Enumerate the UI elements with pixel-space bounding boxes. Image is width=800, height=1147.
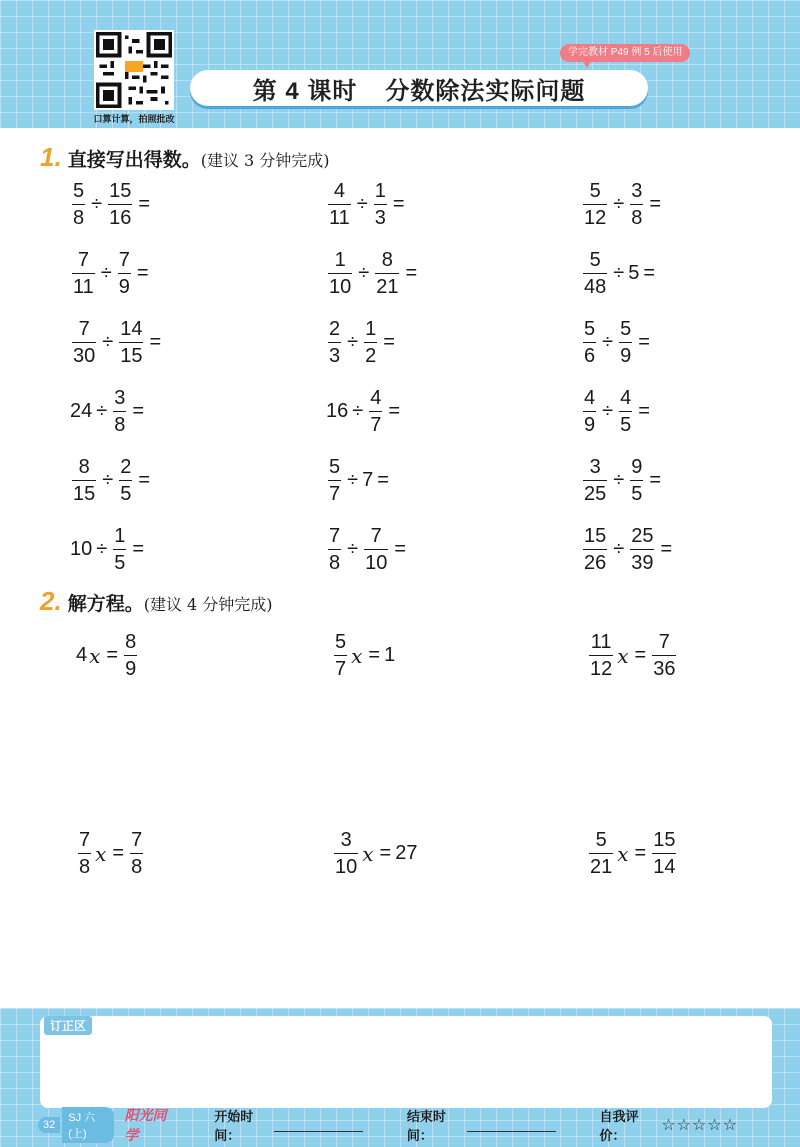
numerator: 4 bbox=[370, 387, 382, 409]
fraction bbox=[72, 457, 96, 504]
fraction bbox=[583, 181, 607, 228]
equals-sign: = bbox=[660, 538, 673, 560]
section-number: 1. bbox=[40, 142, 62, 172]
lesson-number: 第 4 课时 bbox=[252, 77, 358, 105]
denominator: 6 bbox=[583, 342, 596, 366]
fraction bbox=[630, 457, 643, 504]
divide-sign: ÷ bbox=[613, 469, 625, 491]
denominator: 9 bbox=[124, 655, 137, 679]
denominator: 7 bbox=[328, 480, 341, 504]
equals-sign: = bbox=[392, 193, 405, 215]
division-problem bbox=[326, 250, 421, 297]
rating-stars[interactable]: ☆☆☆☆☆ bbox=[661, 1117, 739, 1134]
denominator: 8 bbox=[630, 204, 643, 228]
whole-number: 10 bbox=[70, 538, 93, 560]
fraction bbox=[652, 830, 676, 877]
end-time-field[interactable] bbox=[467, 1118, 556, 1132]
divide-sign: ÷ bbox=[102, 331, 114, 353]
denominator: 9 bbox=[583, 411, 596, 435]
section-1-heading bbox=[40, 142, 330, 173]
qr-code[interactable] bbox=[94, 30, 174, 110]
divide-sign: ÷ bbox=[100, 262, 112, 284]
whole-number: 7 bbox=[362, 469, 374, 491]
equation-problem bbox=[76, 632, 139, 679]
section-hint: (建议 4 分钟完成) bbox=[143, 595, 273, 614]
denominator: 5 bbox=[619, 411, 632, 435]
divide-sign: ÷ bbox=[613, 538, 625, 560]
fraction bbox=[108, 181, 132, 228]
equals-sign: = bbox=[377, 469, 389, 491]
equals-sign: = bbox=[649, 469, 662, 491]
equals-sign: = bbox=[638, 400, 650, 422]
denominator: 5 bbox=[113, 549, 126, 573]
variable-x: x bbox=[95, 841, 107, 866]
divide-sign: ÷ bbox=[347, 538, 359, 560]
equals-sign: = bbox=[138, 469, 151, 491]
denominator: 9 bbox=[118, 273, 131, 297]
fraction bbox=[369, 388, 382, 435]
division-problem bbox=[70, 457, 154, 504]
equals-sign: = bbox=[149, 331, 162, 353]
denominator: 7 bbox=[369, 411, 382, 435]
equation-problem bbox=[332, 632, 395, 679]
denominator: 26 bbox=[583, 549, 607, 573]
division-problem bbox=[70, 181, 154, 228]
fraction bbox=[119, 457, 132, 504]
division-problem bbox=[581, 250, 659, 297]
numerator: 1 bbox=[374, 180, 386, 202]
equals-sign: = bbox=[368, 644, 381, 666]
correction-label: 订正区 bbox=[44, 1016, 92, 1035]
division-problem bbox=[70, 250, 153, 297]
numerator: 4 bbox=[584, 387, 596, 409]
start-time-field[interactable] bbox=[274, 1118, 363, 1132]
division-problem bbox=[70, 526, 148, 573]
fraction bbox=[119, 319, 143, 366]
division-problem bbox=[581, 526, 676, 573]
division-problem bbox=[70, 319, 165, 366]
numerator: 15 bbox=[109, 180, 132, 202]
divide-sign: ÷ bbox=[347, 469, 359, 491]
fraction bbox=[328, 457, 341, 504]
lesson-title-bar bbox=[190, 70, 648, 106]
numerator: 5 bbox=[73, 180, 85, 202]
fraction bbox=[619, 319, 632, 366]
divide-sign: ÷ bbox=[102, 469, 114, 491]
fraction bbox=[72, 319, 96, 366]
divide-sign: ÷ bbox=[347, 331, 359, 353]
division-problem bbox=[326, 388, 404, 435]
denominator: 36 bbox=[652, 655, 676, 679]
denominator: 39 bbox=[630, 549, 654, 573]
fraction bbox=[72, 250, 95, 297]
division-problem bbox=[326, 457, 393, 504]
fraction bbox=[583, 457, 607, 504]
divide-sign: ÷ bbox=[602, 331, 614, 353]
divide-sign: ÷ bbox=[602, 400, 614, 422]
brand-logo: 阳光同学 bbox=[124, 1107, 167, 1143]
fraction bbox=[328, 526, 341, 573]
fraction bbox=[130, 830, 143, 877]
fraction bbox=[113, 526, 126, 573]
equation-problem bbox=[76, 830, 145, 877]
equals-sign: = bbox=[136, 262, 149, 284]
fraction bbox=[118, 250, 131, 297]
fraction bbox=[652, 632, 676, 679]
variable-x: x bbox=[362, 841, 374, 866]
fraction bbox=[583, 250, 607, 297]
numerator: 1 bbox=[114, 525, 126, 547]
denominator: 2 bbox=[364, 342, 377, 366]
numerator: 3 bbox=[631, 180, 643, 202]
denominator: 3 bbox=[328, 342, 341, 366]
variable-x: x bbox=[89, 643, 101, 668]
numerator: 4 bbox=[333, 180, 345, 202]
grade-badge: SJ 六(上) bbox=[62, 1107, 114, 1143]
denominator: 30 bbox=[72, 342, 96, 366]
end-time-label: 结束时间： bbox=[406, 1109, 446, 1143]
equals-sign: = bbox=[649, 193, 662, 215]
fraction bbox=[583, 319, 596, 366]
division-problem bbox=[581, 388, 654, 435]
denominator: 15 bbox=[119, 342, 143, 366]
denominator: 11 bbox=[328, 204, 351, 228]
equals-sign: = bbox=[383, 331, 395, 353]
rating-label: 自我评价： bbox=[599, 1109, 639, 1143]
whole-number: 27 bbox=[395, 842, 418, 864]
numerator: 3 bbox=[114, 387, 126, 409]
page-number: 32 bbox=[38, 1117, 60, 1133]
numerator: 5 bbox=[584, 318, 596, 340]
footer-info bbox=[38, 1107, 739, 1143]
denominator: 9 bbox=[619, 342, 632, 366]
divide-sign: ÷ bbox=[96, 538, 108, 560]
numerator: 7 bbox=[329, 525, 341, 547]
division-problem bbox=[581, 181, 665, 228]
denominator: 10 bbox=[334, 853, 358, 877]
numerator: 7 bbox=[79, 829, 91, 851]
fraction bbox=[374, 181, 387, 228]
variable-x: x bbox=[617, 643, 629, 668]
fraction bbox=[72, 181, 85, 228]
fraction bbox=[375, 250, 399, 297]
denominator: 11 bbox=[72, 273, 95, 297]
denominator: 8 bbox=[130, 853, 143, 877]
numerator: 15 bbox=[584, 525, 607, 547]
numerator: 5 bbox=[335, 631, 347, 653]
numerator: 2 bbox=[329, 318, 341, 340]
page-title: 分数除法实际问题 bbox=[385, 77, 586, 105]
denominator: 12 bbox=[583, 204, 607, 228]
equals-sign: = bbox=[634, 842, 647, 864]
numerator: 25 bbox=[631, 525, 654, 547]
numerator: 5 bbox=[589, 249, 601, 271]
denominator: 15 bbox=[72, 480, 96, 504]
numerator: 8 bbox=[381, 249, 393, 271]
numerator: 2 bbox=[120, 456, 132, 478]
section-title: 直接写出得数。 bbox=[67, 150, 201, 171]
denominator: 16 bbox=[108, 204, 132, 228]
fraction bbox=[124, 632, 137, 679]
denominator: 21 bbox=[589, 853, 613, 877]
division-problem bbox=[581, 457, 665, 504]
fraction bbox=[619, 388, 632, 435]
division-problem bbox=[326, 319, 399, 366]
fraction bbox=[630, 181, 643, 228]
denominator: 12 bbox=[589, 655, 613, 679]
divide-sign: ÷ bbox=[358, 262, 370, 284]
numerator: 7 bbox=[118, 249, 130, 271]
denominator: 8 bbox=[328, 549, 341, 573]
fraction bbox=[589, 632, 613, 679]
numerator: 7 bbox=[78, 318, 90, 340]
correction-area[interactable] bbox=[40, 1016, 772, 1108]
equals-sign: = bbox=[405, 262, 418, 284]
equation-problem bbox=[587, 632, 678, 679]
divide-sign: ÷ bbox=[96, 400, 108, 422]
denominator: 5 bbox=[119, 480, 132, 504]
variable-x: x bbox=[617, 841, 629, 866]
whole-number: 24 bbox=[70, 400, 93, 422]
division-problem bbox=[70, 388, 148, 435]
whole-number: 16 bbox=[326, 400, 349, 422]
equals-sign: = bbox=[106, 644, 119, 666]
divide-sign: ÷ bbox=[352, 400, 364, 422]
section-hint: (建议 3 分钟完成) bbox=[200, 151, 330, 170]
fraction bbox=[589, 830, 613, 877]
numerator: 15 bbox=[653, 829, 676, 851]
equals-sign: = bbox=[112, 842, 125, 864]
denominator: 48 bbox=[583, 273, 607, 297]
numerator: 5 bbox=[589, 180, 601, 202]
qr-code-icon bbox=[96, 32, 172, 108]
numerator: 7 bbox=[77, 249, 89, 271]
equals-sign: = bbox=[634, 644, 647, 666]
numerator: 3 bbox=[589, 456, 601, 478]
numerator: 3 bbox=[340, 829, 352, 851]
fraction bbox=[334, 830, 358, 877]
numerator: 9 bbox=[631, 456, 643, 478]
start-time-label: 开始时间： bbox=[214, 1109, 254, 1143]
denominator: 8 bbox=[72, 204, 85, 228]
denominator: 3 bbox=[374, 204, 387, 228]
denominator: 10 bbox=[364, 549, 388, 573]
denominator: 7 bbox=[334, 655, 347, 679]
divide-sign: ÷ bbox=[91, 193, 103, 215]
denominator: 14 bbox=[652, 853, 676, 877]
fraction bbox=[328, 181, 351, 228]
whole-number: 4 bbox=[76, 644, 88, 666]
division-problem bbox=[581, 319, 654, 366]
numerator: 14 bbox=[120, 318, 143, 340]
denominator: 8 bbox=[78, 853, 91, 877]
numerator: 11 bbox=[590, 631, 612, 653]
denominator: 21 bbox=[375, 273, 399, 297]
equals-sign: = bbox=[643, 262, 656, 284]
fraction bbox=[78, 830, 91, 877]
numerator: 5 bbox=[595, 829, 607, 851]
fraction bbox=[583, 526, 607, 573]
equals-sign: = bbox=[394, 538, 407, 560]
numerator: 7 bbox=[658, 631, 670, 653]
fraction bbox=[328, 250, 352, 297]
numerator: 1 bbox=[365, 318, 377, 340]
equation-problem bbox=[587, 830, 678, 877]
fraction bbox=[328, 319, 341, 366]
numerator: 4 bbox=[620, 387, 632, 409]
numerator: 5 bbox=[329, 456, 341, 478]
fraction bbox=[364, 319, 377, 366]
division-problem bbox=[326, 526, 410, 573]
section-title: 解方程。 bbox=[67, 594, 144, 615]
denominator: 10 bbox=[328, 273, 352, 297]
equals-sign: = bbox=[379, 842, 392, 864]
numerator: 7 bbox=[131, 829, 143, 851]
usage-tag-pointer bbox=[582, 60, 592, 68]
usage-tag: 学完教材 P49 例 5 后使用 bbox=[560, 44, 690, 62]
divide-sign: ÷ bbox=[356, 193, 368, 215]
fraction bbox=[113, 388, 126, 435]
section-2-heading bbox=[40, 586, 273, 617]
fraction bbox=[334, 632, 347, 679]
fraction bbox=[630, 526, 654, 573]
division-problem bbox=[326, 181, 409, 228]
qr-caption: 口算计算，拍照批改 bbox=[93, 114, 175, 124]
equals-sign: = bbox=[138, 193, 151, 215]
fraction bbox=[364, 526, 388, 573]
denominator: 5 bbox=[630, 480, 643, 504]
divide-sign: ÷ bbox=[613, 193, 625, 215]
equals-sign: = bbox=[132, 538, 145, 560]
divide-sign: ÷ bbox=[613, 262, 625, 284]
equals-sign: = bbox=[132, 400, 145, 422]
equation-problem bbox=[332, 830, 417, 877]
fraction bbox=[583, 388, 596, 435]
denominator: 8 bbox=[113, 411, 126, 435]
equals-sign: = bbox=[388, 400, 401, 422]
numerator: 8 bbox=[78, 456, 90, 478]
variable-x: x bbox=[351, 643, 363, 668]
numerator: 5 bbox=[620, 318, 632, 340]
denominator: 25 bbox=[583, 480, 607, 504]
numerator: 8 bbox=[125, 631, 137, 653]
whole-number: 1 bbox=[384, 644, 396, 666]
equals-sign: = bbox=[638, 331, 650, 353]
whole-number: 5 bbox=[628, 262, 640, 284]
section-number: 2. bbox=[40, 586, 62, 616]
numerator: 7 bbox=[370, 525, 382, 547]
numerator: 1 bbox=[334, 249, 346, 271]
